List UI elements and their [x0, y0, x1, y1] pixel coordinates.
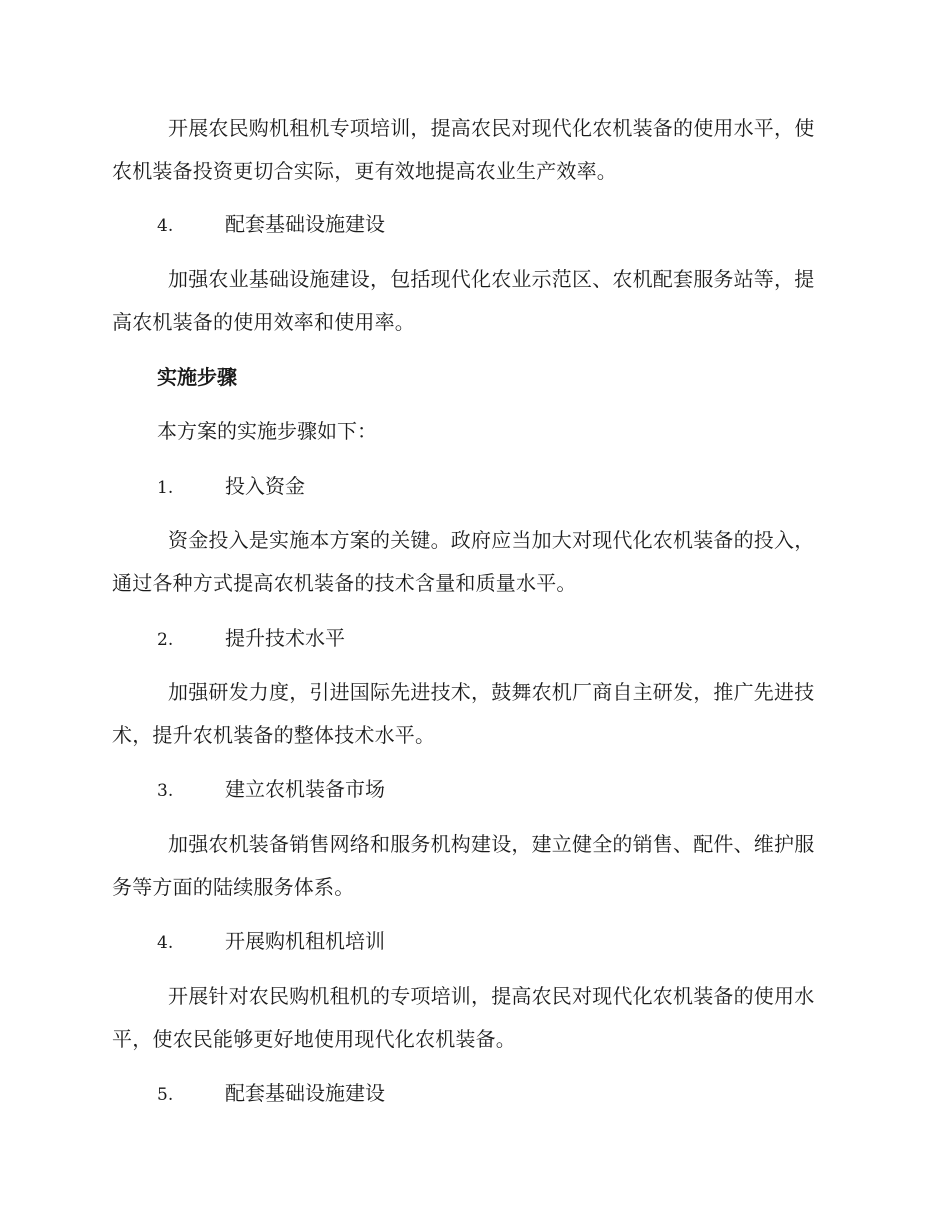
- step-label: 投入资金: [225, 474, 305, 498]
- list-number: 4.: [157, 216, 174, 236]
- list-label: 配套基础设施建设: [225, 212, 385, 236]
- section-heading: 实施步骤: [157, 365, 237, 389]
- paragraph-infrastructure: 加强农业基础设施建设，包括现代化农业示范区、农机配套服务站等，提高农机装备的使用效率和使用率。: [112, 267, 815, 334]
- step-label: 配套基础设施建设: [225, 1081, 385, 1105]
- step-label: 建立农机装备市场: [225, 777, 385, 801]
- step-label: 提升技术水平: [225, 626, 345, 650]
- intro-text: 本方案的实施步骤如下：: [157, 419, 377, 443]
- step-number: 2.: [157, 630, 174, 650]
- step-number: 3.: [157, 781, 174, 801]
- step-paragraph-3: 加强农机装备销售网络和服务机构建设，建立健全的销售、配件、维护服务等方面的陆续服务体系。: [112, 832, 815, 899]
- step-paragraph-4: 开展针对农民购机租机的专项培训，提高农民对现代化农机装备的使用水平，使农民能够更好地使用现代化农机装备。: [112, 984, 815, 1051]
- step-number: 1.: [157, 478, 174, 498]
- step-number: 4.: [157, 933, 174, 953]
- step-item-3: [157, 774, 385, 806]
- step-paragraph-1: 资金投入是实施本方案的关键。政府应当加大对现代化农机装备的投入，通过各种方式提高农机装备的技术含量和质量水平。: [112, 528, 815, 595]
- step-label: 开展购机租机培训: [225, 929, 385, 953]
- step-item-2: [157, 623, 345, 655]
- step-item-5: [157, 1078, 385, 1110]
- step-item-1: [157, 471, 305, 503]
- step-number: 5.: [157, 1085, 174, 1105]
- step-item-4: [157, 926, 385, 958]
- list-item-infrastructure: [157, 209, 385, 241]
- paragraph-training: 开展农民购机租机专项培训，提高农民对现代化农机装备的使用水平，使农机装备投资更切合实际，更有效地提高农业生产效率。: [112, 116, 815, 183]
- step-paragraph-2: 加强研发力度，引进国际先进技术，鼓舞农机厂商自主研发，推广先进技术，提升农机装备的整体技术水平。: [112, 680, 815, 747]
